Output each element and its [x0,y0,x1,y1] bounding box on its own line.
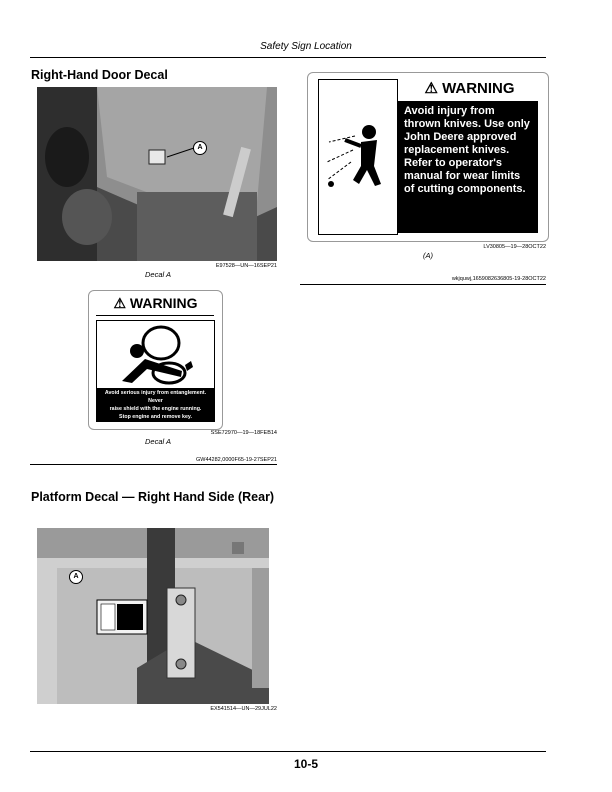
entanglement-pictogram-icon [97,321,214,387]
decal-inner-frame [96,320,215,422]
photo-reference-code: EX541514—UN—29JUL22 [210,706,277,712]
section-title-right-hand-door-decal: Right-Hand Door Decal [31,68,168,82]
decal-pictogram-frame [318,79,398,235]
callout-a: A [69,570,83,584]
decal-warning-text: Avoid injury from thrown knives. Use only John Deere approved replacement knives. Refer to operator's manual for wear limits of cutting components. [398,101,538,233]
decal-reference-code: LV30805—19—28OCT22 [483,244,546,250]
decal-divider [96,315,214,316]
warning-triangle-icon: ⚠ [424,80,438,97]
document-reference-code: wkjquwj,1659082636805-19-28OCT22 [451,276,546,282]
running-header: Safety Sign Location [260,41,352,52]
right-hand-door-photo [37,87,277,261]
platform-decal-photo [37,528,269,704]
decal-text-line-3: Stop engine and remove key. [119,414,192,420]
callout-a: A [193,141,207,155]
decal-warning-header: ⚠ WARNING [113,295,198,311]
section-title-platform-decal: Platform Decal — Right Hand Side (Rear) [31,490,275,504]
thrown-knives-decal [307,72,549,242]
decal-caption: (A) [423,251,433,260]
decal-text-line-2: raise shield with the engine running. [109,406,202,412]
footer-rule [30,751,546,752]
header-rule [30,57,546,58]
photo-reference-code: E97528—UN—16SEP21 [215,263,277,269]
photo-caption: Decal A [145,270,171,279]
thrown-object-pictogram-icon [319,80,397,234]
decal-warning-header: ⚠ WARNING [424,80,515,97]
page-number: 10-5 [293,757,319,771]
decal-text-line-1: Avoid serious injury from entanglement. Never [104,390,207,404]
warning-triangle-icon: ⚠ [113,295,126,311]
section-end-rule [300,284,546,285]
section-end-rule [30,464,277,465]
document-reference-code: GW44282,0000F65-19-27SEP21 [195,457,277,463]
decal-reference-code: SSE72970—19—18FEB14 [210,430,277,436]
entanglement-decal [88,290,223,430]
decal-caption: Decal A [145,437,171,446]
